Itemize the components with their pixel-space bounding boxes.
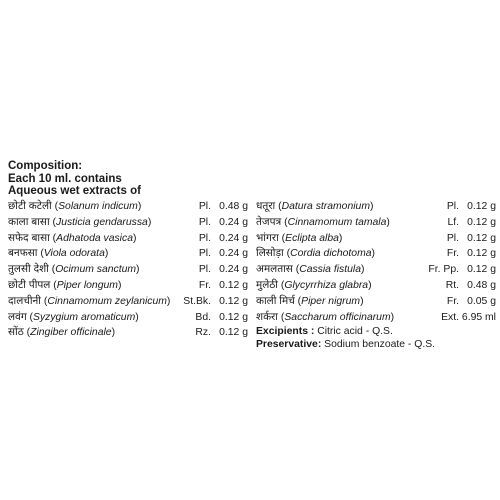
ingredient-latin-name: Syzygium aromaticum bbox=[33, 311, 136, 323]
ingredient-quantity: 0.12 g bbox=[219, 311, 248, 323]
ingredient-part: Rt. bbox=[445, 279, 459, 291]
preservative-line bbox=[256, 338, 496, 351]
preservative-label: Preservative: bbox=[256, 339, 322, 351]
composition-heading bbox=[8, 160, 141, 198]
ingredient-name: सोंठ (Zingiber officinale) bbox=[8, 327, 116, 339]
ingredient-latin-name: Cinnamomum zeylanicum bbox=[47, 295, 167, 307]
ingredient-part: Pl. bbox=[198, 264, 211, 276]
ingredient-hindi-name: धतूरा bbox=[256, 201, 276, 212]
ingredient-hindi-name: लिसोड़ा bbox=[256, 248, 284, 260]
ingredient-hindi-name: दालचीनी bbox=[8, 295, 42, 307]
ingredient-hindi-name: लवंग bbox=[8, 311, 27, 323]
ingredient-part: Ext. bbox=[441, 311, 459, 323]
composition-dose-line: Each 10 ml. contains bbox=[8, 172, 122, 185]
ingredient-part: Fr. bbox=[446, 248, 459, 260]
ingredient-quantity: 0.12 g bbox=[467, 232, 496, 244]
ingredient-latin-name: Adhatoda vasica bbox=[56, 232, 133, 244]
ingredient-hindi-name: भांगरा bbox=[256, 232, 279, 244]
ingredient-quantity: 0.24 g bbox=[219, 248, 248, 260]
ingredient-row bbox=[256, 262, 496, 278]
ingredient-name: तुलसी देशी (Ocimum sanctum) bbox=[8, 264, 140, 276]
ingredient-hindi-name: शर्करा bbox=[256, 311, 278, 323]
ingredient-latin-name: Solanum indicum bbox=[58, 201, 138, 212]
ingredient-hindi-name: सोंठ bbox=[8, 327, 24, 339]
ingredient-row bbox=[256, 215, 496, 231]
ingredient-name: काला बासा (Justicia gendarussa) bbox=[8, 216, 152, 228]
ingredient-part: Pl. bbox=[446, 232, 459, 244]
ingredient-hindi-name: अमलतास bbox=[256, 264, 293, 276]
ingredient-row bbox=[8, 262, 248, 278]
ingredient-name: मुलेठी (Glycyrrhiza glabra) bbox=[256, 279, 372, 291]
ingredient-row bbox=[8, 246, 248, 262]
ingredient-row bbox=[256, 246, 496, 262]
ingredient-row bbox=[8, 310, 248, 326]
ingredient-quantity: 0.24 g bbox=[219, 232, 248, 244]
ingredient-quantity: 0.12 g bbox=[467, 264, 496, 276]
ingredient-hindi-name: बनफसा bbox=[8, 248, 38, 260]
ingredient-name: धतूरा (Datura stramonium) bbox=[256, 201, 374, 212]
ingredient-quantity: 0.48 g bbox=[467, 279, 496, 291]
excipients-label: Excipients : bbox=[256, 326, 315, 338]
ingredient-latin-name: Zingiber officinale bbox=[30, 327, 112, 339]
ingredient-quantity: 6.95 ml bbox=[461, 311, 496, 323]
ingredient-latin-name: Justicia gendarussa bbox=[56, 216, 148, 228]
ingredient-part: Fr. bbox=[446, 295, 459, 307]
ingredient-row bbox=[256, 199, 496, 215]
ingredient-name: लिसोड़ा (Cordia dichotoma) bbox=[256, 248, 375, 260]
ingredient-part: Pl. bbox=[198, 248, 211, 260]
ingredient-name: सफेद बासा (Adhatoda vasica) bbox=[8, 232, 137, 244]
ingredient-name: भांगरा (Eclipta alba) bbox=[256, 232, 343, 244]
composition-extract-line: Aqueous wet extracts of bbox=[8, 185, 141, 197]
ingredient-latin-name: Glycyrrhiza glabra bbox=[284, 279, 369, 291]
ingredient-part: Pl. bbox=[198, 201, 211, 212]
excipients-line bbox=[256, 325, 496, 338]
ingredient-part: Fr. Pp. bbox=[428, 264, 459, 276]
ingredient-part: Pl. bbox=[198, 216, 211, 228]
ingredient-quantity: 0.12 g bbox=[219, 327, 248, 339]
ingredient-row bbox=[8, 199, 248, 215]
ingredient-part: Pl. bbox=[198, 232, 211, 244]
ingredient-quantity: 0.12 g bbox=[467, 216, 496, 228]
ingredient-row bbox=[8, 294, 248, 310]
ingredient-quantity: 0.12 g bbox=[467, 248, 496, 260]
ingredient-hindi-name: मुलेठी bbox=[256, 279, 278, 291]
ingredient-part: Bd. bbox=[195, 311, 211, 323]
ingredient-hindi-name: काला बासा bbox=[8, 216, 50, 228]
ingredients-right-column bbox=[256, 199, 496, 351]
ingredient-name: छोटी पीपल (Piper longum) bbox=[8, 279, 122, 291]
ingredient-latin-name: Eclipta alba bbox=[285, 232, 339, 244]
ingredient-quantity: 0.05 g bbox=[467, 295, 496, 307]
ingredient-part: Fr. bbox=[198, 279, 211, 291]
ingredient-quantity: 0.48 g bbox=[219, 201, 248, 212]
ingredient-part: Lf. bbox=[447, 216, 459, 228]
ingredient-name: तेजपत्र (Cinnamomum tamala) bbox=[256, 216, 390, 228]
ingredient-hindi-name: तेजपत्र bbox=[256, 216, 282, 228]
ingredient-quantity: 0.12 g bbox=[467, 201, 496, 212]
ingredient-latin-name: Saccharum officinarum bbox=[284, 311, 391, 323]
composition-title: Composition: bbox=[8, 160, 83, 172]
ingredient-quantity: 0.12 g bbox=[219, 279, 248, 291]
ingredient-name: अमलतास (Cassia fistula) bbox=[256, 264, 365, 276]
ingredient-hindi-name: तुलसी देशी bbox=[8, 264, 49, 276]
excipients-value: Citric acid - Q.S. bbox=[317, 326, 393, 338]
ingredient-row bbox=[256, 294, 496, 310]
ingredient-part: Rz. bbox=[195, 327, 211, 339]
ingredient-latin-name: Piper longum bbox=[56, 279, 118, 291]
ingredient-row bbox=[8, 325, 248, 341]
ingredient-part: St.Bk. bbox=[183, 295, 211, 307]
ingredient-row bbox=[256, 310, 496, 326]
ingredient-name: छोटी कटेली (Solanum indicum) bbox=[8, 201, 142, 212]
ingredient-latin-name: Cordia dichotoma bbox=[290, 248, 372, 260]
ingredient-latin-name: Piper nigrum bbox=[301, 295, 361, 307]
ingredient-name: लवंग (Syzygium aromaticum) bbox=[8, 311, 139, 323]
preservative-value: Sodium benzoate - Q.S. bbox=[324, 339, 436, 351]
ingredient-name: दालचीनी (Cinnamomum zeylanicum) bbox=[8, 295, 171, 307]
ingredient-hindi-name: काली मिर्च bbox=[256, 295, 295, 307]
ingredient-row bbox=[256, 278, 496, 294]
ingredients-left-column bbox=[8, 199, 248, 341]
ingredient-name: काली मिर्च (Piper nigrum) bbox=[256, 295, 364, 307]
ingredient-part: Pl. bbox=[446, 201, 459, 212]
ingredient-row bbox=[8, 231, 248, 247]
ingredient-row bbox=[8, 215, 248, 231]
ingredient-row bbox=[8, 278, 248, 294]
ingredient-name: शर्करा (Saccharum officinarum) bbox=[256, 311, 395, 323]
ingredient-hindi-name: सफेद बासा bbox=[8, 232, 50, 244]
ingredient-latin-name: Ocimum sanctum bbox=[55, 264, 137, 276]
ingredient-name: बनफसा (Viola odorata) bbox=[8, 248, 109, 260]
ingredient-latin-name: Datura stramonium bbox=[281, 201, 370, 212]
ingredient-quantity: 0.12 g bbox=[219, 295, 248, 307]
ingredient-latin-name: Cassia fistula bbox=[299, 264, 361, 276]
ingredient-quantity: 0.24 g bbox=[219, 216, 248, 228]
ingredient-latin-name: Viola odorata bbox=[43, 248, 105, 260]
ingredient-latin-name: Cinnamomum tamala bbox=[287, 216, 387, 228]
ingredient-hindi-name: छोटी कटेली bbox=[8, 201, 52, 212]
ingredient-hindi-name: छोटी पीपल bbox=[8, 279, 51, 291]
ingredient-quantity: 0.24 g bbox=[219, 264, 248, 276]
ingredient-row bbox=[256, 231, 496, 247]
